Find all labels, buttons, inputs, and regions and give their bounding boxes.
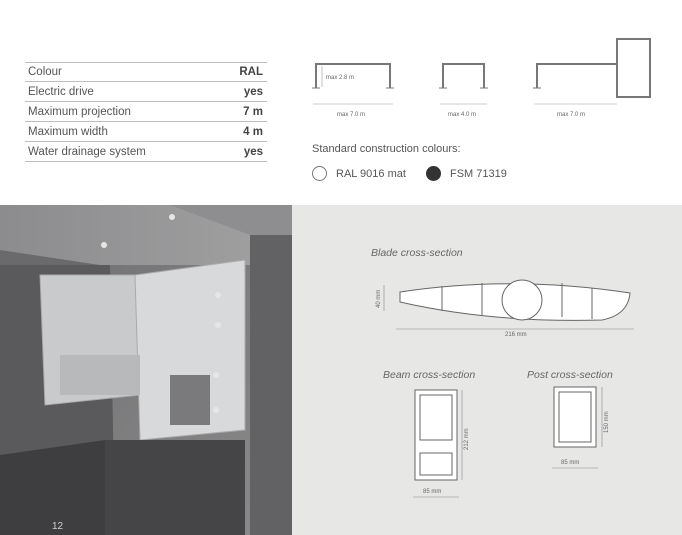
spec-value: yes [243, 145, 263, 158]
colour-option-white [312, 166, 406, 181]
cross-section-drawings [292, 205, 682, 535]
spec-label: Colour [28, 66, 62, 78]
corner-detail-image [0, 205, 292, 535]
spec-row-colour [25, 62, 267, 82]
pergola-diagram-3 [537, 64, 616, 88]
colour-label: RAL 9016 mat [336, 167, 406, 180]
cross-section-panel [292, 205, 682, 535]
page-number: 12 [52, 521, 64, 532]
spec-row-max-projection [25, 102, 267, 122]
height-label: max 2.8 m [326, 75, 355, 81]
blade-height-label: 40 mm [376, 289, 382, 308]
post-width-label: 85 mm [561, 460, 580, 466]
spec-row-water-drainage [25, 142, 267, 162]
width-label-1: max 7.0 m [337, 112, 366, 118]
pergola-diagram-2 [443, 64, 484, 88]
beam-title: Beam cross-section [383, 369, 476, 381]
spec-value: 7 m [243, 105, 263, 118]
blade-width-label: 216 mm [505, 332, 527, 338]
spec-label: Maximum projection [28, 105, 131, 118]
post-height-label: 150 mm [604, 411, 610, 433]
wall-diagram [617, 39, 650, 97]
beam-width-label: 85 mm [423, 489, 442, 495]
spec-label: Water drainage system [28, 145, 146, 158]
spec-value: 4 m [243, 125, 263, 138]
spec-value: RAL [239, 66, 263, 78]
spec-table [25, 62, 267, 162]
beam-height-label: 212 mm [464, 428, 470, 450]
colour-label: FSM 71319 [450, 167, 507, 180]
white-swatch-icon [312, 166, 327, 181]
spec-label: Electric drive [28, 85, 94, 98]
spec-row-max-width [25, 122, 267, 142]
spec-label: Maximum width [28, 125, 108, 138]
dark-swatch-icon [426, 166, 441, 181]
width-label-3: max 7.0 m [557, 112, 586, 118]
post-profile [554, 387, 596, 447]
blade-title: Blade cross-section [371, 247, 463, 259]
spec-value: yes [243, 85, 263, 98]
post-title: Post cross-section [527, 369, 613, 381]
beam-profile [415, 390, 457, 480]
colours-title: Standard construction colours: [312, 143, 461, 155]
width-label-2: max 4.0 m [448, 112, 477, 118]
dimension-diagrams [308, 30, 668, 130]
colour-option-dark [426, 166, 507, 181]
blade-profile [400, 280, 630, 320]
spec-row-electric-drive [25, 82, 267, 102]
corner-detail-photo [0, 205, 292, 535]
